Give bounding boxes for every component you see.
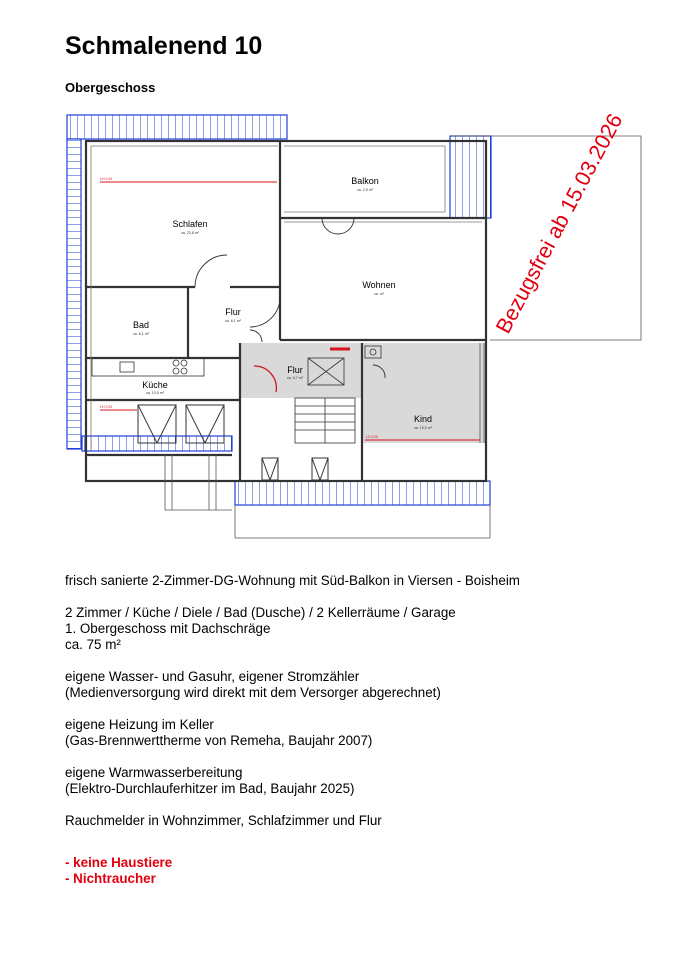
room-label-wohnen: Wohnen	[362, 280, 396, 290]
room-label-balkon: Balkon	[351, 176, 379, 186]
roof-right-upper	[450, 136, 491, 218]
schlafen-height: LH 2,00	[100, 177, 113, 181]
area-flur-lower: ca. 5,7 m²	[287, 376, 303, 380]
area-bad: ca. 6,1 m²	[133, 332, 149, 336]
hot-water-line: eigene Warmwasserbereitung	[65, 765, 243, 780]
room-label-flur-upper: Flur	[225, 307, 241, 317]
feature-line: 2 Zimmer / Küche / Diele / Bad (Dusche) / 2 Kellerräume / Garage	[65, 605, 456, 620]
utilities-line: eigene Wasser- und Gasuhr, eigener Stromzähler	[65, 669, 360, 684]
floor-plan	[60, 108, 628, 548]
kind-height: LH 2,00	[366, 435, 379, 439]
room-label-flur-lower: Flur	[287, 365, 303, 375]
room-label-kind: Kind	[413, 414, 433, 424]
availability-stamp: Bezugsfrei ab 15.03.2026	[491, 109, 628, 338]
smoke-detectors-line: Rauchmelder in Wohnzimmer, Schlafzimmer und Flur	[65, 813, 382, 828]
room-label-kueche: Küche	[142, 380, 168, 390]
roof-bottom-right	[235, 481, 490, 505]
heating-line: eigene Heizung im Keller	[65, 717, 214, 732]
description	[65, 573, 665, 845]
room-label-bad: Bad	[132, 320, 150, 330]
feature-line: ca. 75 m²	[65, 637, 121, 652]
roof-top	[67, 115, 287, 139]
area-flur-upper: ca. 6,1 m²	[225, 319, 241, 323]
utilities-line: (Medienversorgung wird direkt mit dem Versorger abgerechnet)	[65, 685, 441, 700]
area-balkon: ca. 2,9 m²	[357, 188, 373, 192]
kueche-height: LH 2,00	[100, 405, 113, 409]
floor-subtitle: Obergeschoss	[65, 80, 156, 95]
room-label-schlafen: Schlafen	[172, 219, 208, 229]
heating-line: (Gas-Brennwerttherme von Remeha, Baujahr 2007)	[65, 733, 373, 748]
area-kueche: ca. 10,5 m²	[146, 391, 164, 395]
hot-water-line: (Elektro-Durchlauferhitzer im Bad, Baujahr 2025)	[65, 781, 355, 796]
feature-line: 1. Obergeschoss mit Dachschräge	[65, 621, 271, 636]
restriction-item: - Nichtraucher	[65, 871, 156, 886]
area-wohnen: ca. m²	[374, 292, 384, 296]
area-schlafen: ca. 22,8 m²	[181, 231, 199, 235]
restrictions	[65, 855, 172, 887]
roof-left	[67, 139, 81, 449]
page-title: Schmalenend 10	[65, 32, 263, 60]
area-kind: ca. 15,0 m²	[414, 426, 432, 430]
skylights	[138, 405, 328, 480]
headline: frisch sanierte 2-Zimmer-DG-Wohnung mit Süd-Balkon in Viersen - Boisheim	[65, 573, 520, 588]
restriction-item: - keine Haustiere	[65, 855, 173, 870]
